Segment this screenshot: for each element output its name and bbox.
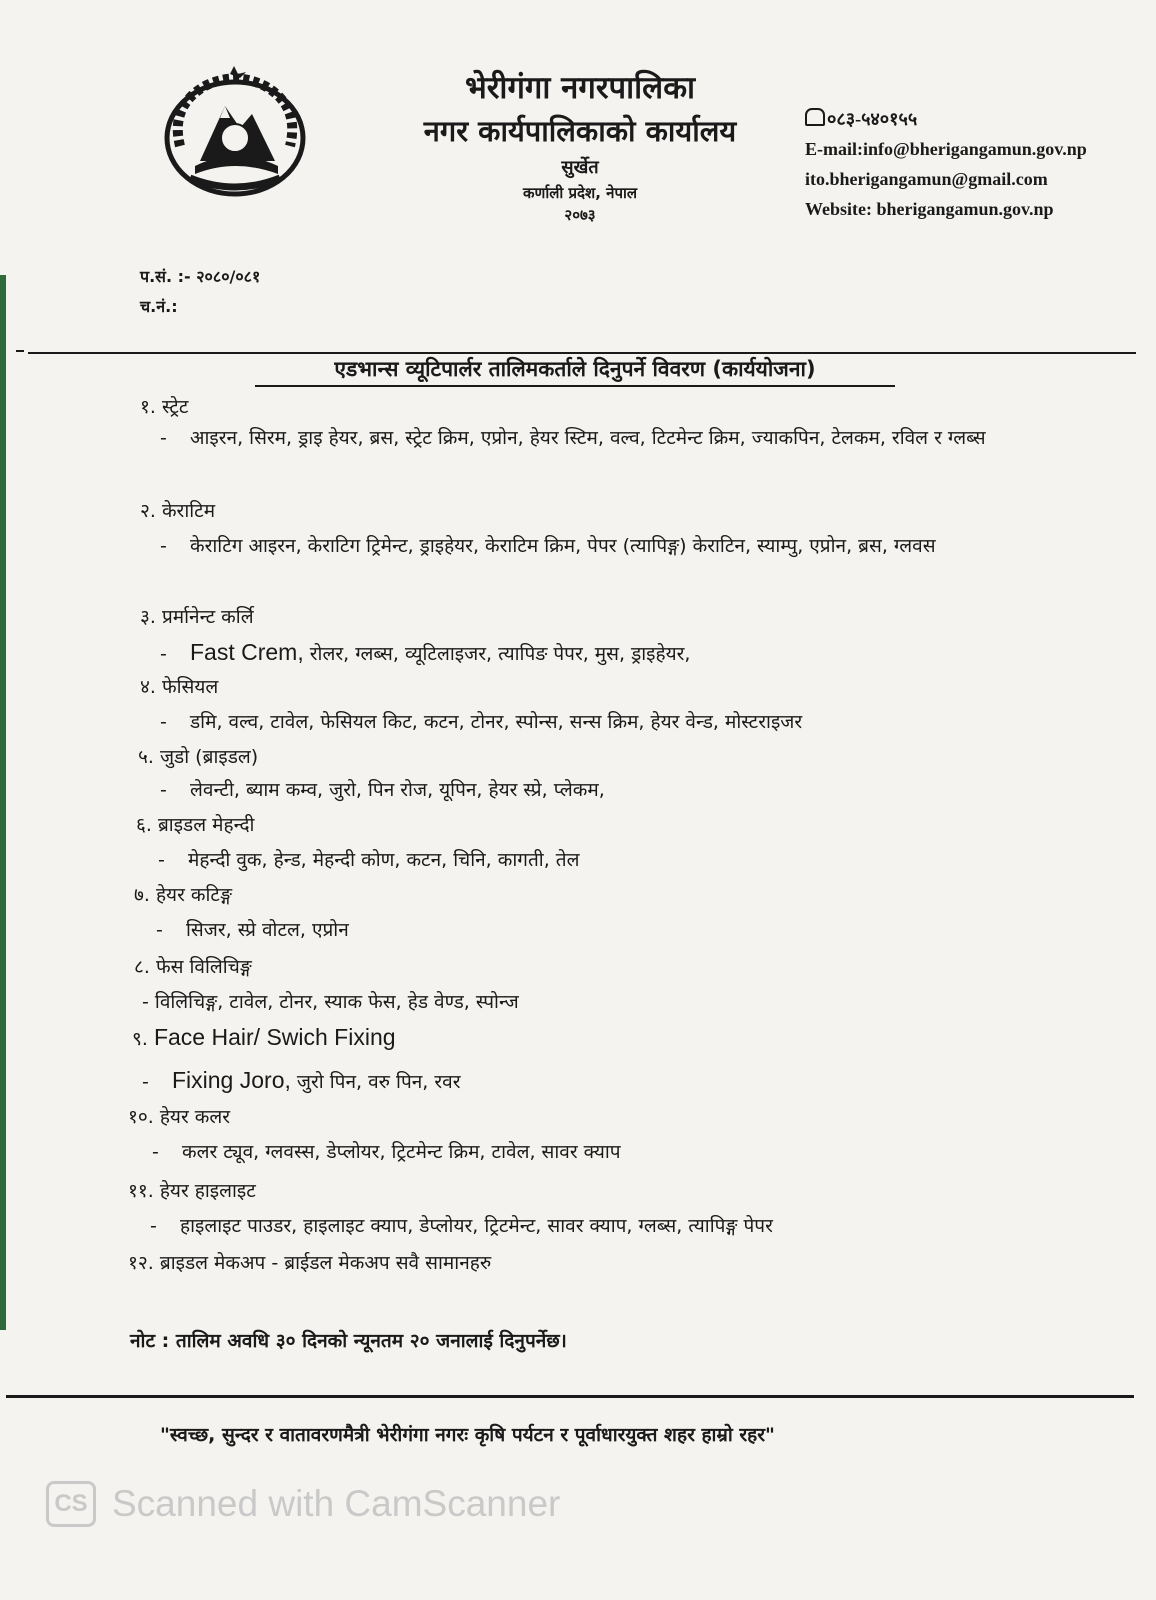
letterhead-center: [390, 66, 770, 226]
item-detail: - डमि, वल्व, टावेल, फेसियल किट, कटन, टोनर, स्पोन्स, सन्स क्रिम, हेयर वेन्ड, मोस्टराइजर: [160, 711, 803, 733]
office-name: नगर कार्यपालिकाको कार्यालय: [423, 114, 737, 148]
item-heading: १. स्ट्रेट: [140, 396, 189, 418]
footer-divider: [6, 1395, 1134, 1398]
item-heading: ७. हेयर कटिङ्ग: [134, 884, 232, 906]
phone-number: ०८३-५४०१५५: [827, 109, 918, 129]
item-heading: ३. प्रर्मानेन्ट कर्लि: [140, 606, 254, 628]
item-detail: - केराटिग आइरन, केराटिग ट्रिमेन्ट, ड्राइहेयर, केराटिम क्रिम, पेपर (त्यापिङ्ग) केराटिन, स्याम्पु, एप्रोन, ब्रस, ग्लवस: [160, 535, 936, 557]
phone-line: [805, 104, 1150, 134]
item-detail: - लेवन्टी, ब्याम कम्व, जुरो, पिन रोज, यूपिन, हेयर स्प्रे, प्लेकम,: [160, 779, 605, 801]
item-detail: - Fixing Joro, जुरो पिन, वरु पिन, रवर: [142, 1067, 461, 1093]
item-detail: - हाइलाइट पाउडर, हाइलाइट क्याप, डेप्लोयर, ट्रिटमेन्ट, सावर क्याप, ग्लब्स, त्यापिङ्ग पेपर: [150, 1215, 773, 1237]
item-heading: ६. ब्राइडल मेहन्दी: [136, 814, 255, 836]
scan-edge-strip: [0, 275, 6, 1330]
reference-block: [140, 262, 260, 322]
phone-icon: [805, 108, 825, 126]
item-heading: ५. जुडो (ब्राइडल): [138, 746, 259, 768]
item-detail: - विलिचिङ्ग, टावेल, टोनर, स्याक फेस, हेड वेण्ड, स्पोन्ज: [142, 991, 519, 1013]
item-detail: - मेहन्दी वुक, हेन्ड, मेहन्दी कोण, कटन, चिनि, कागती, तेल: [158, 849, 580, 871]
document-title: एडभान्स व्यूटिपार्लर तालिमकर्ताले दिनुपर्ने विवरण (कार्ययोजना): [255, 354, 895, 387]
item-heading: ११. हेयर हाइलाइट: [128, 1180, 256, 1202]
place-name: सुर्खेत: [561, 157, 599, 178]
item-detail: - सिजर, स्प्रे वोटल, एप्रोन: [156, 919, 349, 941]
municipality-emblem-icon: [160, 66, 310, 204]
item-heading: २. केराटिम: [140, 500, 216, 522]
contact-block: [805, 104, 1150, 224]
email-line: E-mail:info@bherigangamun.gov.np: [805, 139, 1087, 159]
footer-slogan: "स्वच्छ, सुन्दर र वातावरणमैत्री भेरीगंगा नगरः कृषि पर्यटन र पूर्वाधारयुक्त शहर हाम्रो रहर": [160, 1424, 775, 1446]
item-heading: १०. हेयर कलर: [128, 1106, 231, 1128]
camscanner-watermark: [46, 1478, 560, 1530]
item-detail: - कलर ट्यूव, ग्लवस्स, डेप्लोयर, ट्रिटमेन्ट क्रिम, टावेल, सावर क्याप: [152, 1141, 621, 1163]
watermark-text: Scanned with CamScanner: [112, 1483, 561, 1524]
established-year: २०७३: [564, 206, 596, 224]
fiscal-year-ref: प.सं. :- २०८०/०८१: [140, 267, 261, 286]
email-line-2: ito.bherigangamun@gmail.com: [805, 169, 1048, 189]
item-detail: - Fast Crem, रोलर, ग्लब्स, व्यूटिलाइजर, त्यापिङ पेपर, मुस, ड्राइहेयर,: [160, 639, 691, 665]
province-name: कर्णाली प्रदेश, नेपाल: [522, 184, 638, 202]
camscanner-logo-icon: CS: [46, 1481, 96, 1527]
item-heading: ९. Face Hair/ Swich Fixing: [132, 1024, 396, 1050]
dispatch-number: च.नं.:: [140, 297, 178, 316]
note-text: नोट : तालिम अवधि ३० दिनको न्यूनतम २० जनालाई दिनुपर्नेछ।: [130, 1330, 567, 1352]
item-detail: - आइरन, सिरम, ड्राइ हेयर, ब्रस, स्ट्रेट क्रिम, एप्रोन, हेयर स्टिम, वल्व, टिटमेन्ट क्रिम, ज्याकपिन, टेलकम, रविल र ग्लब्स: [160, 427, 986, 449]
item-heading: ८. फेस विलिचिङ्ग: [134, 956, 252, 978]
item-heading: १२. ब्राइडल मेकअप - ब्राईडल मेकअप सवै सामानहरु: [128, 1252, 492, 1274]
website-line: Website: bherigangamun.gov.np: [805, 199, 1054, 219]
item-heading: ४. फेसियल: [140, 676, 219, 698]
margin-tick: [16, 350, 24, 352]
org-name: भेरीगंगा नगरपालिका: [464, 70, 696, 106]
